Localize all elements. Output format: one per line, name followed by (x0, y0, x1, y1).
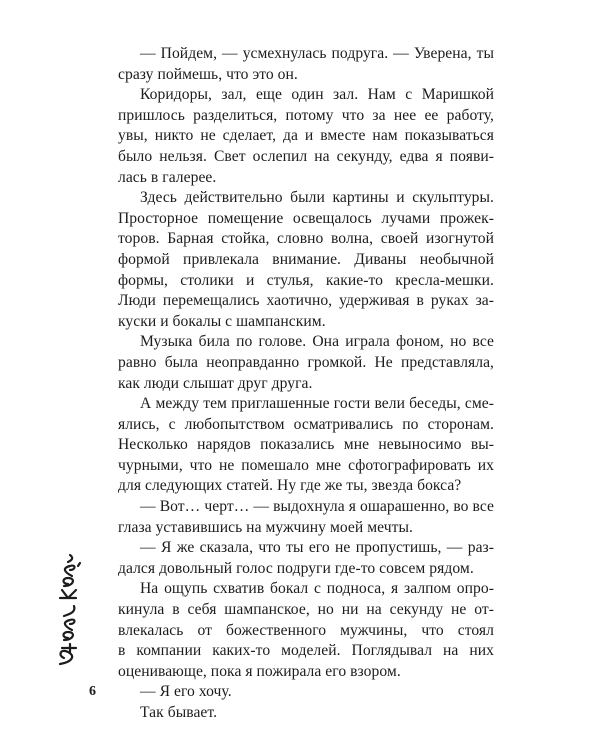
paragraph (118, 188, 494, 332)
text-line: ялись, с любопытством осматривались по сторонам. (118, 415, 494, 433)
text-line: Музыка била по голове. Она играла фоном, но все (140, 333, 494, 351)
paragraph (118, 497, 494, 538)
paragraph (118, 332, 494, 394)
paragraph (118, 44, 494, 85)
text-line: — Пойдем, — усмехнулась подруга. — Уверена, ты (140, 45, 494, 62)
text-line: пришлось разделиться, потому что за нее ее работу, (118, 106, 494, 124)
text-line: глаза уставившись на мужчину моей мечты. (118, 518, 413, 536)
text-line: торов. Барная стойка, словно волна, своей изогнутой (118, 230, 494, 248)
text-line: сразу поймешь, что это он. (118, 65, 298, 83)
text-line: как люди слышат друг друга. (118, 374, 313, 392)
text-line: — Я его хочу. (140, 683, 232, 701)
text-line: влекалась от божественного мужчины, что стоял (118, 621, 494, 639)
paragraph (118, 579, 494, 682)
text-line: — Вот… черт… — выдохнула я ошарашенно, во все (140, 498, 494, 516)
text-line: куски и бокалы с шампанским. (118, 312, 326, 330)
paragraph (118, 682, 494, 703)
text-line: формы, столики и стулья, какие-то кресла-мешки. (118, 271, 494, 289)
text-line: для следующих статей. Ну где же ты, звезда бокса? (118, 477, 462, 495)
text-line: Здесь действительно были картины и скульптуры. (140, 189, 494, 207)
paragraph (118, 538, 494, 579)
text-line: Коридоры, зал, еще один зал. Нам с Маришкой (140, 86, 494, 104)
text-line: Люди перемещались хаотично, удерживая в руках за- (118, 292, 494, 310)
text-line: Так бывает. (140, 704, 218, 721)
paragraph (118, 703, 494, 724)
text-line: формой привлекала внимание. Диваны необычной (118, 250, 494, 268)
text-line: дался довольный голос подруги где-то совсем рядом. (118, 559, 474, 577)
text-line: Просторное помещение освещалось лучами прожек- (118, 209, 494, 227)
body-text (118, 44, 494, 724)
text-line: чурными, что не помешало мне сфотографировать их (118, 456, 494, 474)
paragraph (118, 85, 494, 188)
text-line: кинула в себя шампанское, но ни на секунду не от- (118, 601, 494, 619)
text-line: оценивающе, пока я пожирала его взором. (118, 662, 401, 680)
text-line: было нельзя. Свет ослепил на секунду, едва я появи- (118, 147, 494, 165)
author-signature-logo (50, 552, 86, 670)
paragraph (118, 394, 494, 497)
text-line: На ощупь схватив бокал с подноса, я залпом опро- (140, 580, 494, 598)
text-line: А между тем приглашенные гости вели беседы, сме- (140, 395, 494, 413)
text-line: лась в галерее. (118, 168, 217, 186)
text-line: Несколько нарядов показались мне невыносимо вы- (118, 436, 494, 454)
text-line: увы, никто не сделает, да и вместе нам показываться (118, 127, 494, 145)
text-line: равно была неоправданно громкой. Не представляла, (118, 353, 494, 371)
text-line: — Я же сказала, что ты его не пропустишь, — раз- (140, 539, 494, 557)
text-line: в компании каких-то моделей. Поглядывал на них (118, 642, 494, 660)
page-number: 6 (89, 684, 96, 699)
